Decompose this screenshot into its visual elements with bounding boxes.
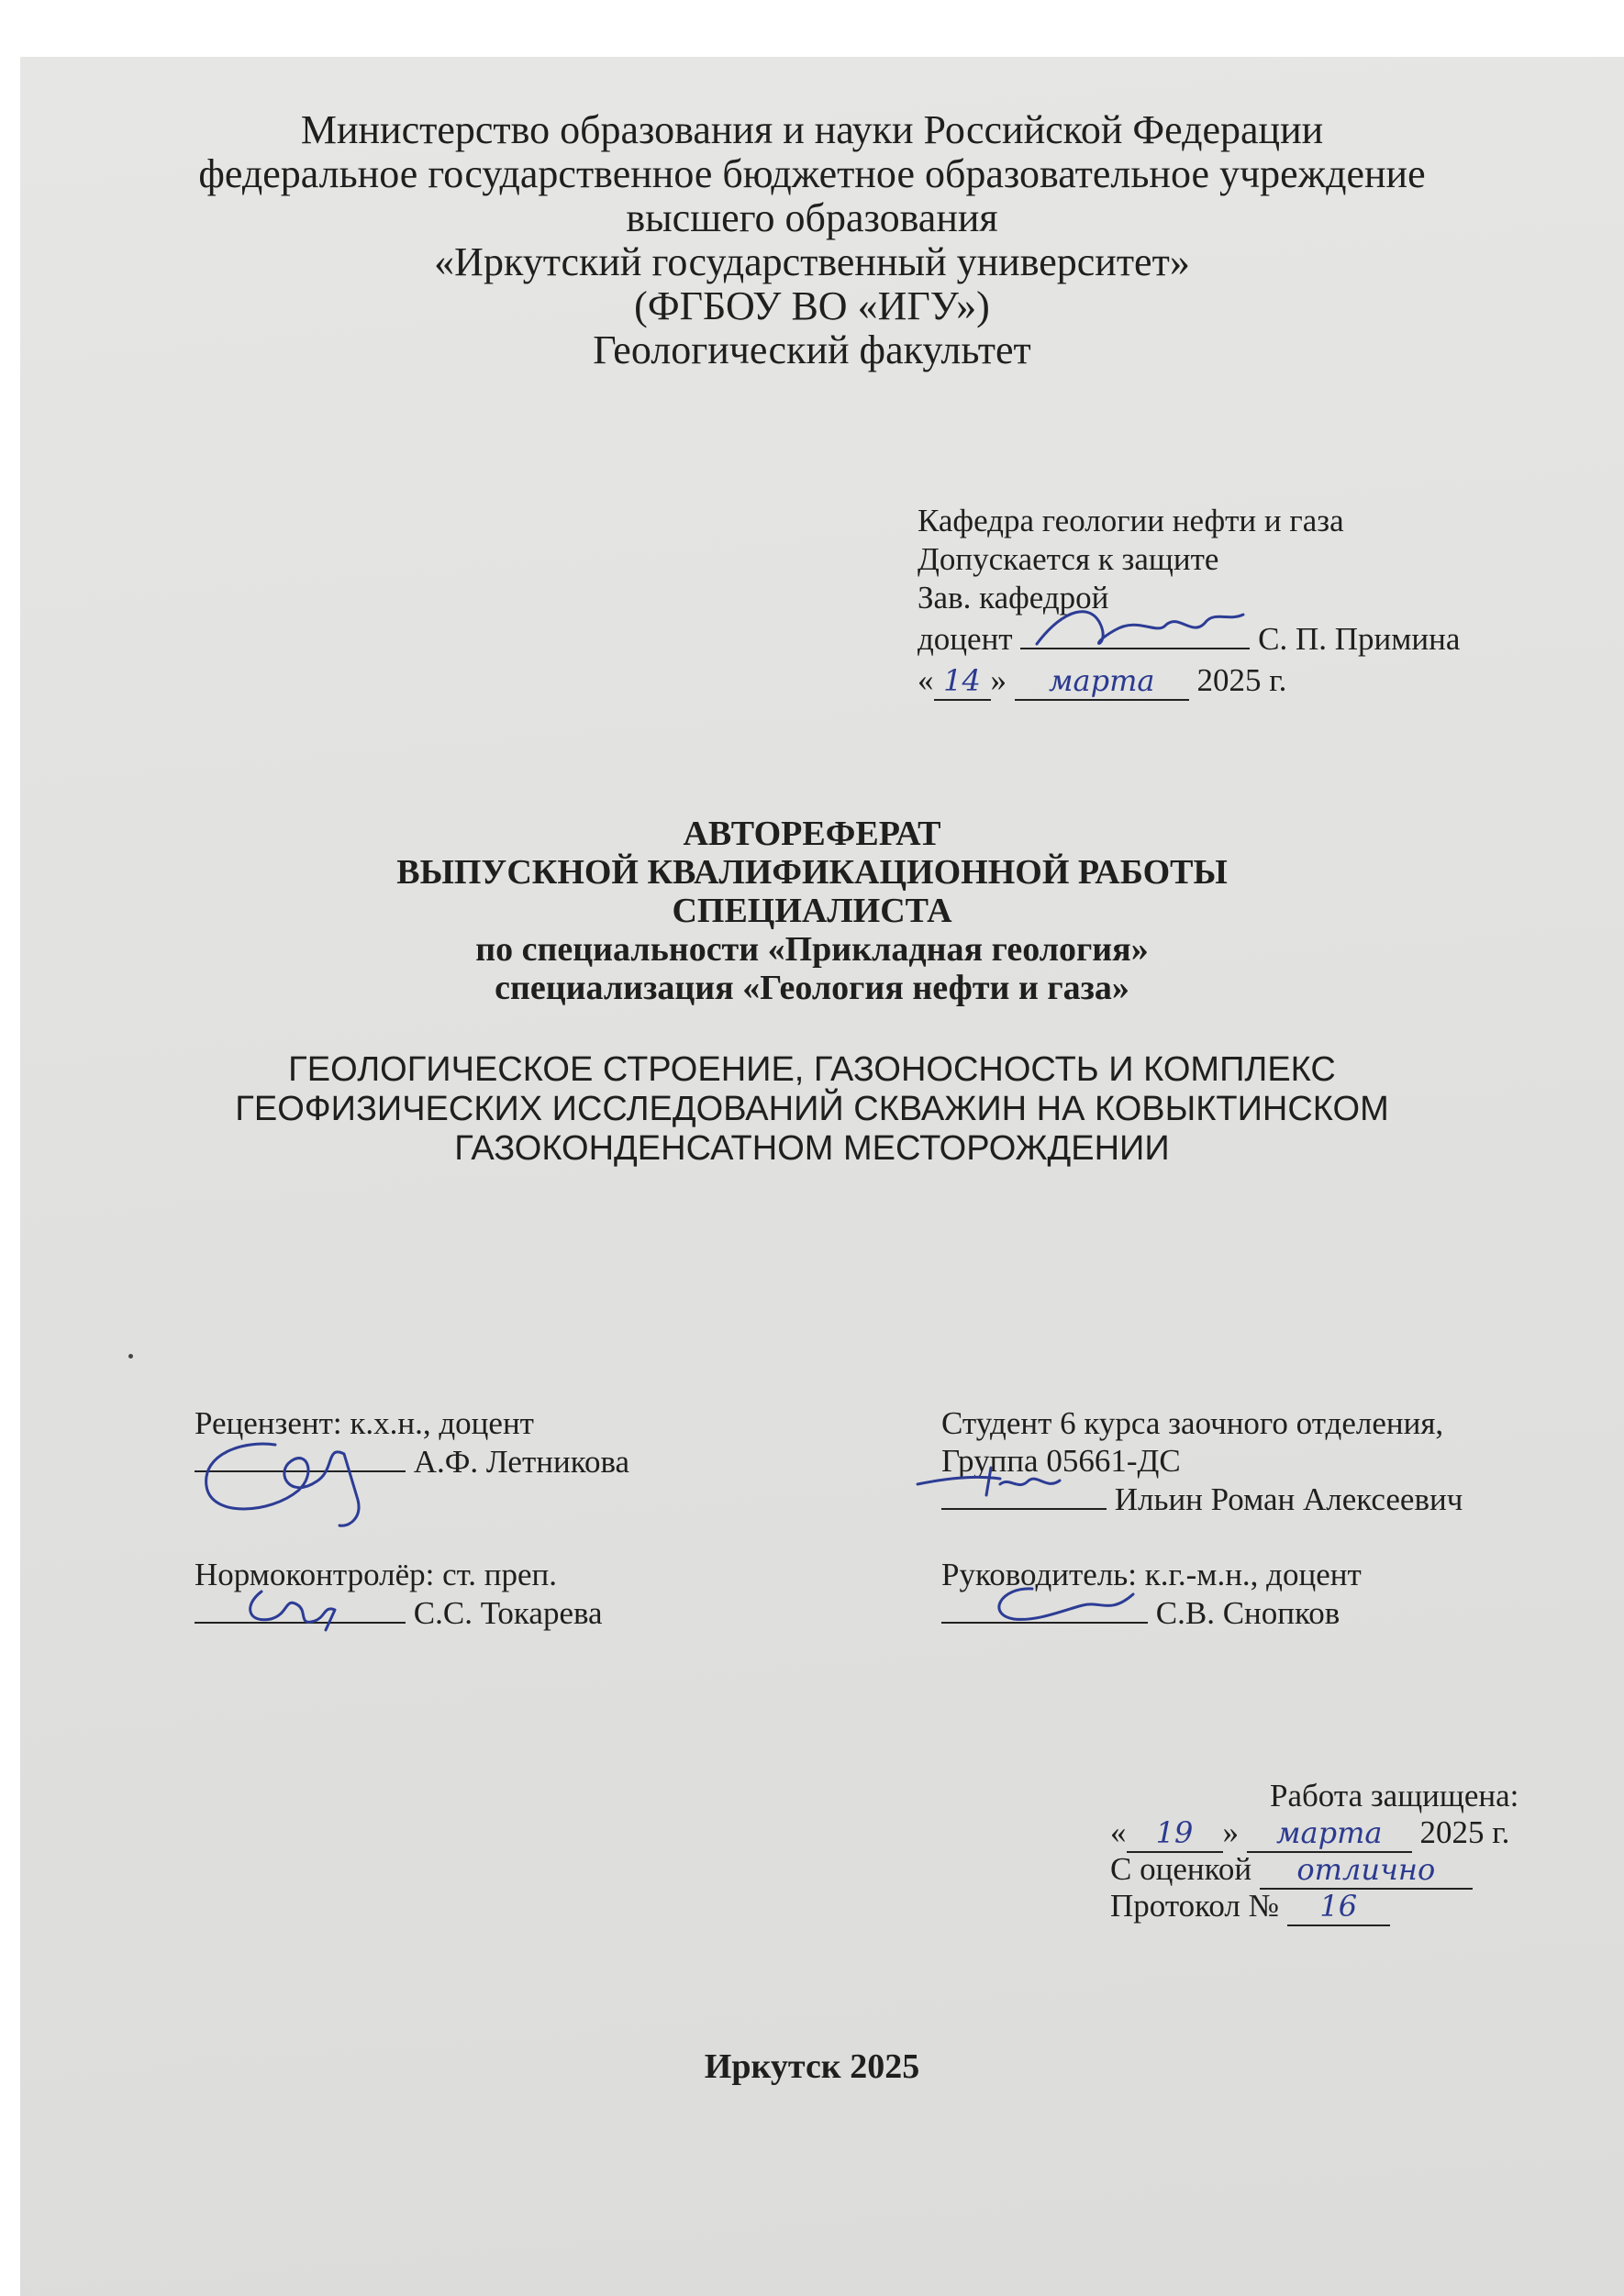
- supervisor-label: Руководитель: к.г.-м.н., доцент: [941, 1557, 1362, 1592]
- title-specialty: по специальности «Прикладная геология»: [475, 930, 1149, 969]
- admitted-to-defense: Допускается к защите: [918, 541, 1219, 577]
- supervisor-name: С.В. Снопков: [1155, 1595, 1340, 1631]
- department-name: Кафедра геологии нефти и газа: [918, 503, 1344, 538]
- header-institution-type: федеральное государственное бюджетное образовательное учреждение: [198, 151, 1426, 196]
- reviewer-label: Рецензент: к.х.н., доцент: [195, 1405, 534, 1441]
- header-education-level: высшего образования: [626, 195, 998, 240]
- topic-line-3: ГАЗОКОНДЕНСАТНОМ МЕСТОРОЖДЕНИИ: [454, 1129, 1170, 1168]
- header-university: «Иркутский государственный университет»: [434, 239, 1190, 284]
- protocol-label: Протокол №: [1110, 1888, 1280, 1924]
- approval-date: « 14 » марта 2025 г.: [918, 662, 1286, 701]
- student-group: Группа 05661-ДС: [941, 1443, 1181, 1479]
- scan-speck: [128, 1354, 133, 1359]
- topic-line-2: ГЕОФИЗИЧЕСКИХ ИССЛЕДОВАНИЙ СКВАЖИН НА КОВЫКТИНСКОМ: [235, 1090, 1389, 1128]
- institution-header: [0, 108, 1624, 372]
- title-work-type: ВЫПУСКНОЙ КВАЛИФИКАЦИОННОЙ РАБОТЫ: [396, 853, 1228, 892]
- defense-month: марта: [1275, 1815, 1383, 1850]
- grade-value: отлично: [1296, 1852, 1436, 1887]
- docent-label: доцент: [918, 621, 1013, 657]
- normcontrol-label: Нормоконтролёр: ст. преп.: [195, 1557, 558, 1592]
- approval-day: 14: [943, 663, 981, 698]
- defense-date: « 19 » марта 2025 г.: [1110, 1814, 1509, 1853]
- city-year: Иркутск 2025: [704, 2047, 920, 2086]
- reviewer-name: А.Ф. Летникова: [413, 1444, 630, 1480]
- normcontrol-signature-icon: [234, 1582, 353, 1633]
- document-sheet: [20, 57, 1624, 2296]
- work-title: [0, 815, 1624, 1007]
- approval-month: марта: [1048, 663, 1155, 698]
- head-signature-icon: [1028, 598, 1248, 653]
- title-abstract: АВТОРЕФЕРАТ: [683, 815, 941, 853]
- title-specialist: СПЕЦИАЛИСТА: [672, 892, 952, 930]
- grade-line: [1110, 1851, 1473, 1890]
- topic-line-1: ГЕОЛОГИЧЕСКОЕ СТРОЕНИЕ, ГАЗОНОСНОСТЬ И КОМПЛЕКС: [288, 1050, 1336, 1089]
- defense-day: 19: [1155, 1815, 1194, 1850]
- footer: [0, 2047, 1624, 2086]
- header-abbreviation: (ФГБОУ ВО «ИГУ»): [634, 283, 990, 328]
- student-name: Ильин Роман Алексеевич: [1114, 1481, 1463, 1517]
- reviewer-signature-icon: [188, 1417, 390, 1536]
- work-protected-label: Работа защищена:: [1270, 1778, 1519, 1814]
- title-specialization: специализация «Геология нефти и газа»: [495, 969, 1129, 1007]
- supervisor-signature-icon: [963, 1578, 1147, 1633]
- head-of-department-label: Зав. кафедрой: [918, 580, 1109, 616]
- student-label: Студент 6 курса заочного отделения,: [941, 1405, 1444, 1441]
- header-faculty: Геологический факультет: [593, 327, 1031, 372]
- header-ministry: Министерство образования и науки Российской Федерации: [300, 107, 1324, 152]
- protocol-number: 16: [1319, 1889, 1358, 1924]
- head-name: С. П. Примина: [1258, 621, 1461, 657]
- thesis-topic: [0, 1050, 1624, 1169]
- defense-year: 2025 г.: [1419, 1814, 1510, 1850]
- grade-label: С оценкой: [1110, 1851, 1252, 1887]
- protocol-line: [1110, 1888, 1390, 1926]
- student-signature-icon: [908, 1459, 1083, 1504]
- normcontrol-name: С.С. Токарева: [413, 1595, 603, 1631]
- approval-year: 2025 г.: [1196, 662, 1287, 698]
